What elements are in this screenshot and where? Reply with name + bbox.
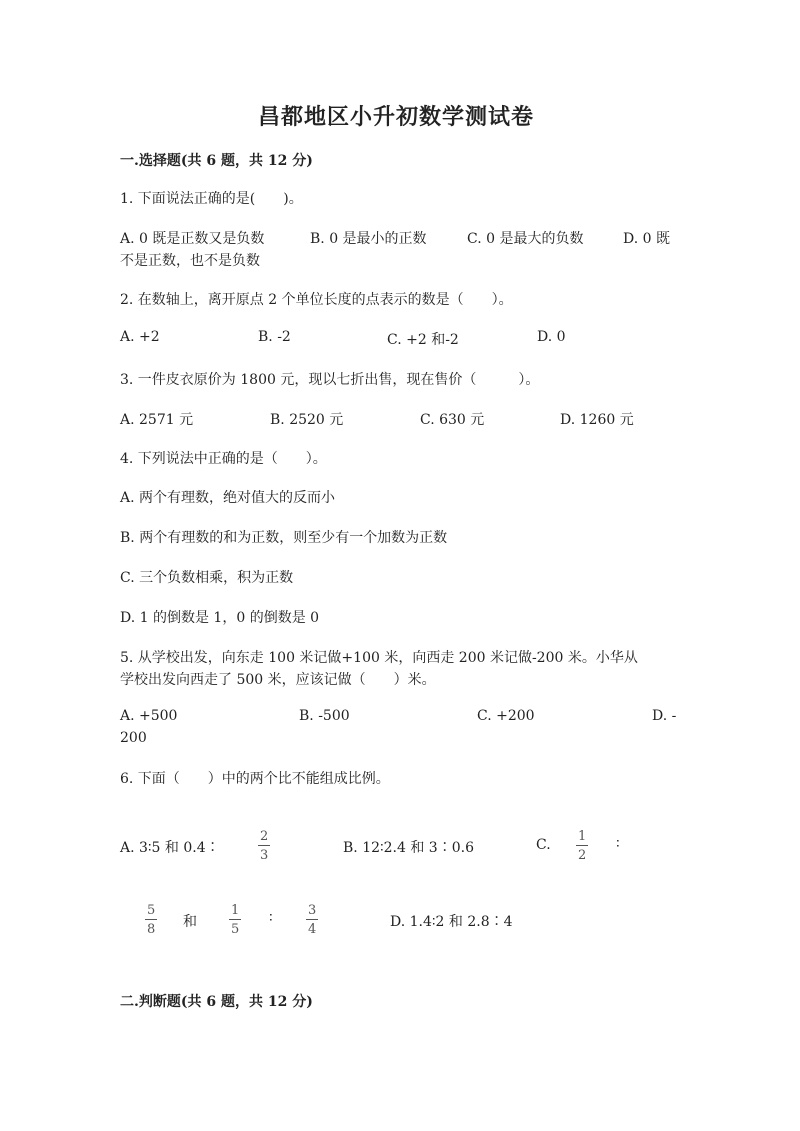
fraction-two-thirds — [258, 830, 270, 862]
question-1-option-b[interactable]: B. 0 是最小的正数 — [310, 231, 427, 247]
fraction-numerator: 3 — [308, 903, 317, 918]
question-3-option-d[interactable]: D. 1260 元 — [560, 412, 634, 428]
fraction-denominator: 2 — [578, 848, 587, 863]
question-1-option-c[interactable]: C. 0 是最大的负数 — [467, 231, 584, 247]
question-4-option-a[interactable]: A. 两个有理数，绝对值大的反而小 — [120, 490, 336, 506]
fraction-numerator: 1 — [231, 903, 240, 918]
fraction-five-eighths — [145, 904, 157, 936]
question-5-option-d-continued: 200 — [120, 730, 147, 746]
fraction-one-fifth — [229, 904, 241, 936]
fraction-numerator: 5 — [147, 903, 156, 918]
fraction-numerator: 1 — [578, 829, 587, 844]
question-4-option-d[interactable]: D. 1 的倒数是 1，0 的倒数是 0 — [120, 610, 320, 626]
ratio-colon: ∶ — [616, 836, 620, 852]
fraction-denominator: 5 — [231, 922, 240, 937]
fraction-numerator: 2 — [260, 829, 269, 844]
question-2-stem: 2. 在数轴上，离开原点 2 个单位长度的点表示的数是（ ）。 — [120, 292, 513, 308]
section-heading-true-false: 二.判断题(共 6 题，共 12 分) — [120, 994, 313, 1010]
question-1-option-a[interactable]: A. 0 既是正数又是负数 — [120, 231, 265, 247]
ratio-colon: ∶ — [269, 910, 273, 926]
fraction-denominator: 3 — [260, 848, 269, 863]
and-word: 和 — [183, 914, 197, 930]
question-6-option-c[interactable]: C. — [536, 837, 551, 853]
question-1-option-d[interactable]: D. 0 既 — [623, 231, 670, 247]
question-5-option-d[interactable]: D. - — [652, 708, 677, 724]
question-4-stem: 4. 下列说法中正确的是（ ）。 — [120, 451, 327, 467]
page-title: 昌都地区小升初数学测试卷 — [258, 104, 535, 130]
question-3-option-c[interactable]: C. 630 元 — [420, 412, 485, 428]
question-5-stem: 5. 从学校出发，向东走 100 米记做+100 米，向西走 200 米记做-200 米。小华从 — [120, 650, 638, 666]
question-6-stem: 6. 下面（ ）中的两个比不能组成比例。 — [120, 771, 390, 787]
question-5-option-b[interactable]: B. -500 — [299, 708, 350, 724]
question-6-option-a[interactable]: A. 3∶5 和 0.4∶ — [120, 840, 220, 856]
question-1-stem: 1. 下面说法正确的是( )。 — [120, 191, 303, 207]
fraction-one-half — [576, 830, 588, 862]
question-6-option-b[interactable]: B. 12∶2.4 和 3∶0.6 — [343, 840, 474, 856]
section-heading-choice: 一.选择题(共 6 题，共 12 分) — [120, 153, 313, 169]
question-2-option-b[interactable]: B. -2 — [258, 329, 291, 345]
question-2-option-d[interactable]: D. 0 — [537, 329, 566, 345]
question-5-option-a[interactable]: A. +500 — [120, 708, 178, 724]
question-3-option-b[interactable]: B. 2520 元 — [270, 412, 344, 428]
question-2-option-c[interactable]: C. +2 和-2 — [387, 332, 459, 348]
fraction-denominator: 4 — [308, 922, 317, 937]
fraction-three-quarters — [306, 904, 318, 936]
question-3-option-a[interactable]: A. 2571 元 — [120, 412, 194, 428]
question-5-option-c[interactable]: C. +200 — [477, 708, 535, 724]
question-4-option-b[interactable]: B. 两个有理数的和为正数，则至少有一个加数为正数 — [120, 530, 448, 546]
question-4-option-c[interactable]: C. 三个负数相乘，积为正数 — [120, 570, 294, 586]
question-3-stem: 3. 一件皮衣原价为 1800 元，现以七折出售，现在售价（ ）。 — [120, 372, 540, 388]
question-5-stem-continued: 学校出发向西走了 500 米，应该记做（ ）米。 — [120, 672, 436, 688]
question-1-option-d-continued: 不是正数，也不是负数 — [120, 253, 260, 269]
question-6-option-d[interactable]: D. 1.4∶2 和 2.8∶4 — [390, 914, 513, 930]
fraction-denominator: 8 — [147, 922, 156, 937]
question-2-option-a[interactable]: A. +2 — [120, 329, 160, 345]
